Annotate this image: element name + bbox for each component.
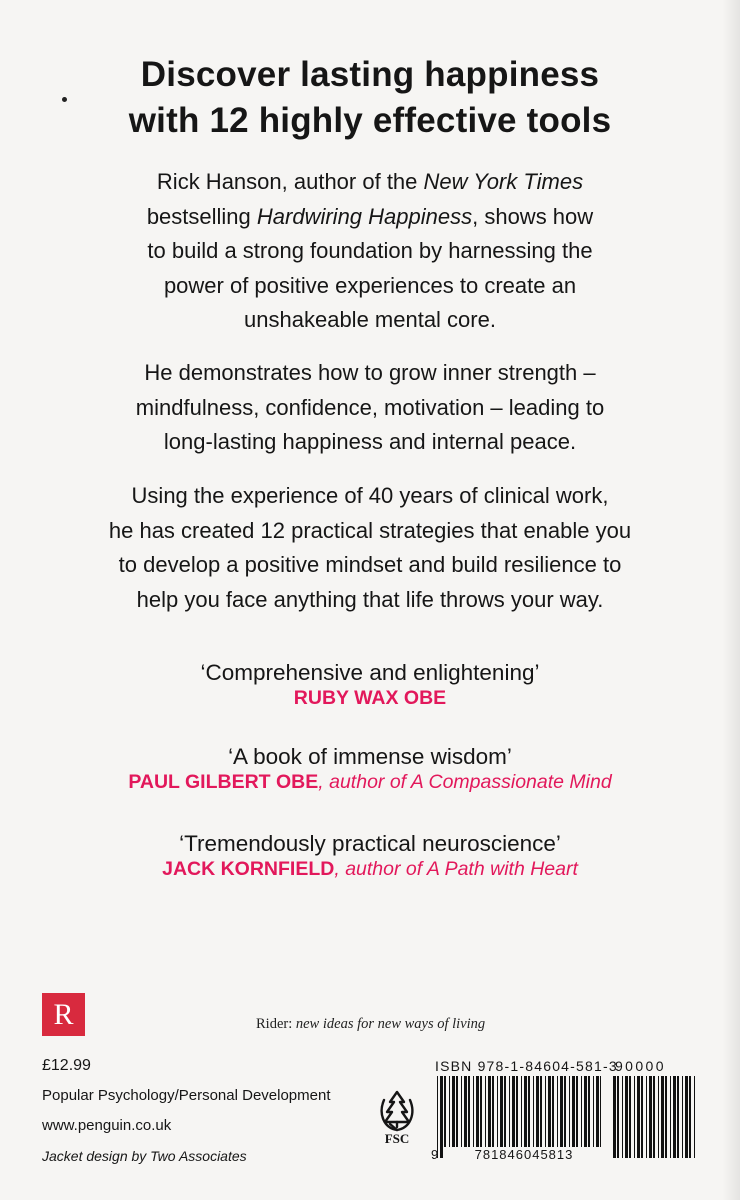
barcode-bar: [540, 1076, 542, 1158]
barcode-bar: [444, 1076, 446, 1158]
barcode-bar: [661, 1076, 664, 1158]
barcode-bar: [629, 1076, 631, 1158]
barcode-bar: [528, 1076, 530, 1158]
barcode-bar: [545, 1076, 546, 1158]
barcode-bar: [461, 1076, 462, 1158]
barcode-bar: [581, 1076, 582, 1158]
barcode-bar: [625, 1076, 628, 1158]
p1-text-6: unshakeable mental core.: [244, 307, 496, 332]
barcode-bar: [521, 1076, 522, 1158]
barcode-bar: [560, 1076, 563, 1158]
barcode-bar: [641, 1076, 643, 1158]
reviewer-suffix-3: , author of: [334, 858, 427, 880]
p1-newspaper-title: New York Times: [423, 169, 584, 194]
review-attribution-2: [40, 769, 700, 795]
reviewer-name-1: RUBY WAX OBE: [293, 687, 447, 709]
barcode-bar: [500, 1076, 503, 1158]
barcode-bar: [449, 1076, 450, 1158]
barcode-bar: [492, 1076, 494, 1158]
website-link[interactable]: www.penguin.co.uk: [42, 1117, 172, 1134]
description-paragraph-3: [70, 479, 670, 617]
isbn-text: ISBN 978-1-84604-581-3: [435, 1058, 618, 1074]
headline-line-2: with 12 highly effective tools: [128, 101, 612, 140]
barcode-bar: [509, 1076, 510, 1158]
barcode-bar: [557, 1076, 558, 1158]
p1-text-5: power of positive experiences to create an: [163, 272, 577, 298]
p1-text-4: to build a strong foundation by harnessing the: [147, 238, 593, 263]
review-quote-2: ‘A book of immense wisdom’: [228, 744, 512, 769]
review-quote-3: ‘Tremendously practical neuroscience’: [179, 831, 561, 856]
barcode-bar: [569, 1076, 570, 1158]
barcode-bar: [456, 1076, 458, 1158]
p1-text-1: Rick Hanson, author of the: [156, 169, 424, 194]
barcode-bar: [646, 1076, 647, 1158]
barcode-bar: [600, 1076, 601, 1158]
barcode-bar: [670, 1076, 671, 1158]
publisher-tagline-text: new ideas for new ways of living: [292, 1016, 486, 1032]
barcode-bar: [536, 1076, 539, 1158]
p2-line-3: long-lasting happiness and internal peace.: [163, 429, 577, 454]
reviewer-suffix-2: , author of: [318, 771, 411, 793]
jacket-credit: Jacket design by Two Associates: [42, 1148, 247, 1164]
barcode-bar: [617, 1076, 619, 1158]
barcode-bar: [452, 1076, 455, 1158]
category: Popular Psychology/Personal Development: [42, 1087, 331, 1104]
barcode-bar: [480, 1076, 482, 1158]
description-paragraph-1: [70, 165, 670, 338]
barcode-bar: [488, 1076, 491, 1158]
barcode-bar: [533, 1076, 534, 1158]
barcode-bar: [596, 1076, 599, 1158]
barcode-bar: [497, 1076, 498, 1158]
review-attribution-3: [40, 856, 700, 882]
barcode-bar: [504, 1076, 506, 1158]
barcode-bar: [694, 1076, 695, 1158]
barcode-bar: [593, 1076, 594, 1158]
barcode-bar: [552, 1076, 554, 1158]
barcode-bar: [665, 1076, 667, 1158]
description-paragraph-2: [70, 356, 670, 460]
barcode-bar: [649, 1076, 652, 1158]
barcode-bar: [685, 1076, 688, 1158]
fsc-label: FSC: [384, 1131, 410, 1146]
headline-line-1: Discover lasting happiness: [140, 55, 600, 94]
barcode-bar: [572, 1076, 575, 1158]
barcode-bar: [634, 1076, 635, 1158]
barcode-bar: [440, 1076, 443, 1158]
barcode-bar: [524, 1076, 527, 1158]
barcode-bar: [473, 1076, 474, 1158]
reviewer-name-2: PAUL GILBERT OBE: [128, 771, 319, 793]
rider-logo: R: [42, 993, 85, 1036]
barcode-first-digit: 9: [431, 1147, 440, 1162]
barcode-bar: [468, 1076, 470, 1158]
barcode-bar: [564, 1076, 566, 1158]
barcode-addon-digits: 90000: [615, 1058, 666, 1074]
barcode-bar: [512, 1076, 515, 1158]
publisher-tagline: [256, 1016, 485, 1033]
reviewer-name-3: JACK KORNFIELD: [162, 858, 335, 880]
p1-text-3: , shows how: [472, 203, 594, 229]
barcode-bar: [588, 1076, 590, 1158]
review-attribution-1: [40, 685, 700, 711]
barcode-bar: [622, 1076, 623, 1158]
barcode-bar: [677, 1076, 679, 1158]
p1-text-2: bestselling: [146, 203, 257, 229]
spine-shadow: [722, 0, 740, 1200]
p2-line-1: He demonstrates how to grow inner strength –: [144, 360, 596, 385]
barcode-bar: [584, 1076, 587, 1158]
barcode-digits: 781846045813: [444, 1147, 604, 1162]
barcode-bar: [476, 1076, 479, 1158]
p3-line-1: Using the experience of 40 years of clinical work,: [131, 483, 609, 508]
p3-line-2: he has created 12 practical strategies that enable you: [108, 517, 632, 543]
barcode-bar: [516, 1076, 518, 1158]
barcode-bar: [689, 1076, 691, 1158]
p3-line-3: to develop a positive mindset and build resilience to: [118, 552, 622, 577]
barcode-bar: [658, 1076, 659, 1158]
price: £12.99: [42, 1057, 91, 1074]
reviewer-work-3: A Path with Heart: [426, 858, 578, 880]
review-quote-1: ‘Comprehensive and enlightening’: [200, 660, 540, 685]
barcode-bar: [437, 1076, 438, 1158]
p3-line-4: help you face anything that life throws your way.: [136, 586, 604, 612]
barcode-bar: [485, 1076, 486, 1158]
reviewer-work-2: A Compassionate Mind: [410, 771, 612, 793]
fsc-tree-icon: [376, 1080, 418, 1160]
p2-line-2: mindfulness, confidence, motivation – leading to: [135, 394, 605, 420]
barcode-bar: [613, 1076, 616, 1158]
barcode-bar: [576, 1076, 578, 1158]
barcode-bar: [637, 1076, 640, 1158]
headline: [60, 52, 680, 144]
p1-book-title: Hardwiring Happiness: [256, 203, 473, 229]
barcode-bar: [548, 1076, 551, 1158]
barcode-bar: [682, 1076, 683, 1158]
barcode-bar: [673, 1076, 676, 1158]
barcode-bar: [464, 1076, 467, 1158]
barcode-bar: [653, 1076, 655, 1158]
publisher-name: Rider:: [256, 1016, 293, 1032]
